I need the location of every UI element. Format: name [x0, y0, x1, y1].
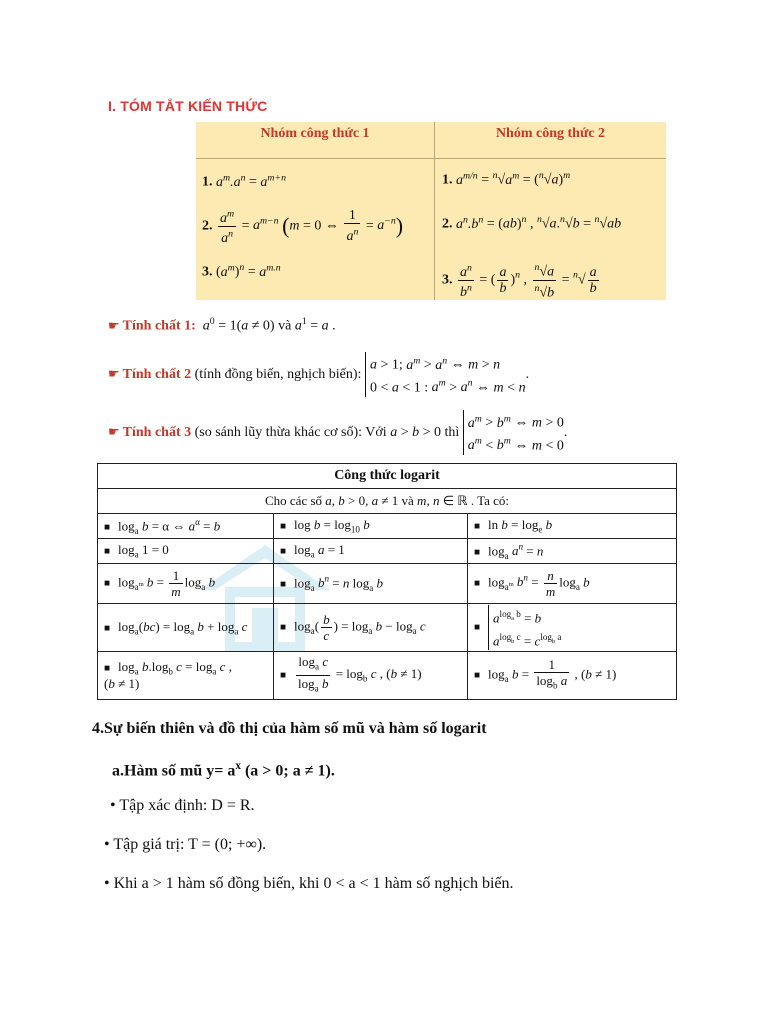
square-bullet-icon: ■	[474, 521, 481, 533]
property-2: ☛ Tính chất 2 (tính đồng biến, nghịch biến): a > 1; $a^m > a^n$ ⇔ m > n 0 < a < 1 : $a^m > a^n$ ⇔ m < n.	[108, 352, 529, 397]
square-bullet-icon: ■	[104, 622, 111, 634]
table-divider	[196, 158, 666, 159]
property-3: ☛ Tính chất 3 (so sánh lũy thừa khác cơ số): Với a > b > 0 thì $a^m > b^m$ ⇔ m > 0 $a^m < b^m$ ⇔ m < 0.	[108, 410, 567, 455]
section-title: I. TÓM TẮT KIẾN THỨC	[108, 98, 268, 114]
square-bullet-icon: ■	[474, 578, 481, 590]
hand-pointing-icon: ☛	[108, 423, 120, 439]
formula-1-3: 3. $(a^m)^n = a^{m.n}$	[202, 262, 281, 280]
formula-2-2: 2. $a^n.b^n = (ab)^n$ , $^n$√a.$^n$√b = $^n$√ab	[442, 214, 622, 232]
formula-group-2-header: Nhóm công thức 2	[495, 126, 606, 141]
square-bullet-icon: ■	[280, 579, 287, 591]
logarit-table-intro: Cho các số a, b > 0, a ≠ 1 và m, n ∈ ℝ . Ta có:	[98, 489, 677, 514]
square-bullet-icon: ■	[104, 546, 111, 558]
formula-1-2: 2. $\frac{a^m}{a^n}$ = $a^{m-n}$ (m = 0 ⇔ $\frac{1}{a^n}$ = $a^{-n}$)	[202, 208, 404, 247]
table-row: ■ $\log_a b = \alpha$ ⇔ $a^\alpha = b$ ■ $\log b = \log_{10} b$ ■ $\ln b = \log_e b$	[98, 514, 677, 539]
property-2-system: a > 1; $a^m > a^n$ ⇔ m > n 0 < a < 1 : $a^m > a^n$ ⇔ m < n	[365, 352, 526, 397]
formula-2-3: 3. $\frac{a^n}{b^n}$ = ( $\frac{a}{b}$ )$^n$ , $\frac{^n√a}{^n√b}$ = $^n$√ $\frac{a}{b}$	[442, 262, 597, 301]
formula-group-1-header: Nhóm công thức 1	[260, 126, 370, 141]
square-bullet-icon: ■	[104, 578, 111, 590]
subsection-a-title: a.Hàm số mũ $y= a^x$ (a > 0; a ≠ 1).	[112, 760, 335, 780]
square-bullet-icon: ■	[474, 546, 481, 558]
square-bullet-icon: ■	[280, 670, 287, 682]
logarit-table-title: Công thức logarit	[98, 464, 677, 489]
square-bullet-icon: ■	[280, 622, 287, 634]
property-3-system: $a^m > b^m$ ⇔ m > 0 $a^m < b^m$ ⇔ m < 0	[463, 410, 564, 455]
hand-pointing-icon: ☛	[108, 317, 120, 333]
square-bullet-icon: ■	[474, 622, 481, 634]
table-row: ■ $\log_a(bc) = \log_a b + \log_a c$ ■ $\log_a$( $\frac{b}{c}$ ) = $\log_a b - \log_a c$ $■a^{log_a b} = b$ $a^{log_b c} = c^{log_b a}$	[98, 604, 677, 652]
hand-pointing-icon: ☛	[108, 365, 120, 381]
domain-line: • Tập xác định: D = R.	[110, 797, 255, 814]
property-1: ☛ Tính chất 1: $a^0 = 1(a \ne 0)$ và $a^1 = a$ .	[108, 316, 336, 334]
table-row: ■ $\log_{a^m} b$ = $\frac{1}{m}$ $\log_a b$ ■ $\log_a b^n = n$ $\log_a b$ ■ $\log_{a^m} b^n$ = $\frac{n}{m}$ $\log_a b$	[98, 564, 677, 604]
formula-group-table	[196, 122, 666, 300]
formula-2-1: 1. $a^{m/n} = ^n√a^m = (^n√a)^m$	[442, 170, 571, 188]
formula-1-1: 1. $a^m.a^n = a^{m+n}$	[202, 172, 286, 190]
range-line: • Tập giá trị: T = (0; +∞).	[104, 836, 267, 853]
table-row: ■ $\log_a b.\log_b$ $c = \log_a c$ , (b ≠ 1) ■ $\frac{\log_a c}{\log_a b}$ = $\log_b c$ , (b ≠ 1) ■ $\log_a b$ = $\frac{1}{\log_b a}$ , (b ≠ 1)	[98, 652, 677, 700]
monotonicity-line: • Khi a > 1 hàm số đồng biến, khi 0 < a < 1 hàm số nghịch biến.	[104, 875, 514, 892]
section-4-title: 4.Sự biến thiên và đồ thị của hàm số mũ và hàm số logarit	[92, 720, 487, 737]
table-row: ■ $\log_a 1 = 0$ ■ $\log_a a = 1$ ■ $\log_a a^n = n$	[98, 539, 677, 564]
square-bullet-icon: ■	[474, 670, 481, 682]
square-bullet-icon: ■	[280, 546, 287, 558]
square-bullet-icon: ■	[280, 521, 287, 533]
square-bullet-icon: ■	[104, 662, 111, 674]
logarit-formula-table	[97, 463, 677, 700]
square-bullet-icon: ■	[104, 521, 111, 533]
